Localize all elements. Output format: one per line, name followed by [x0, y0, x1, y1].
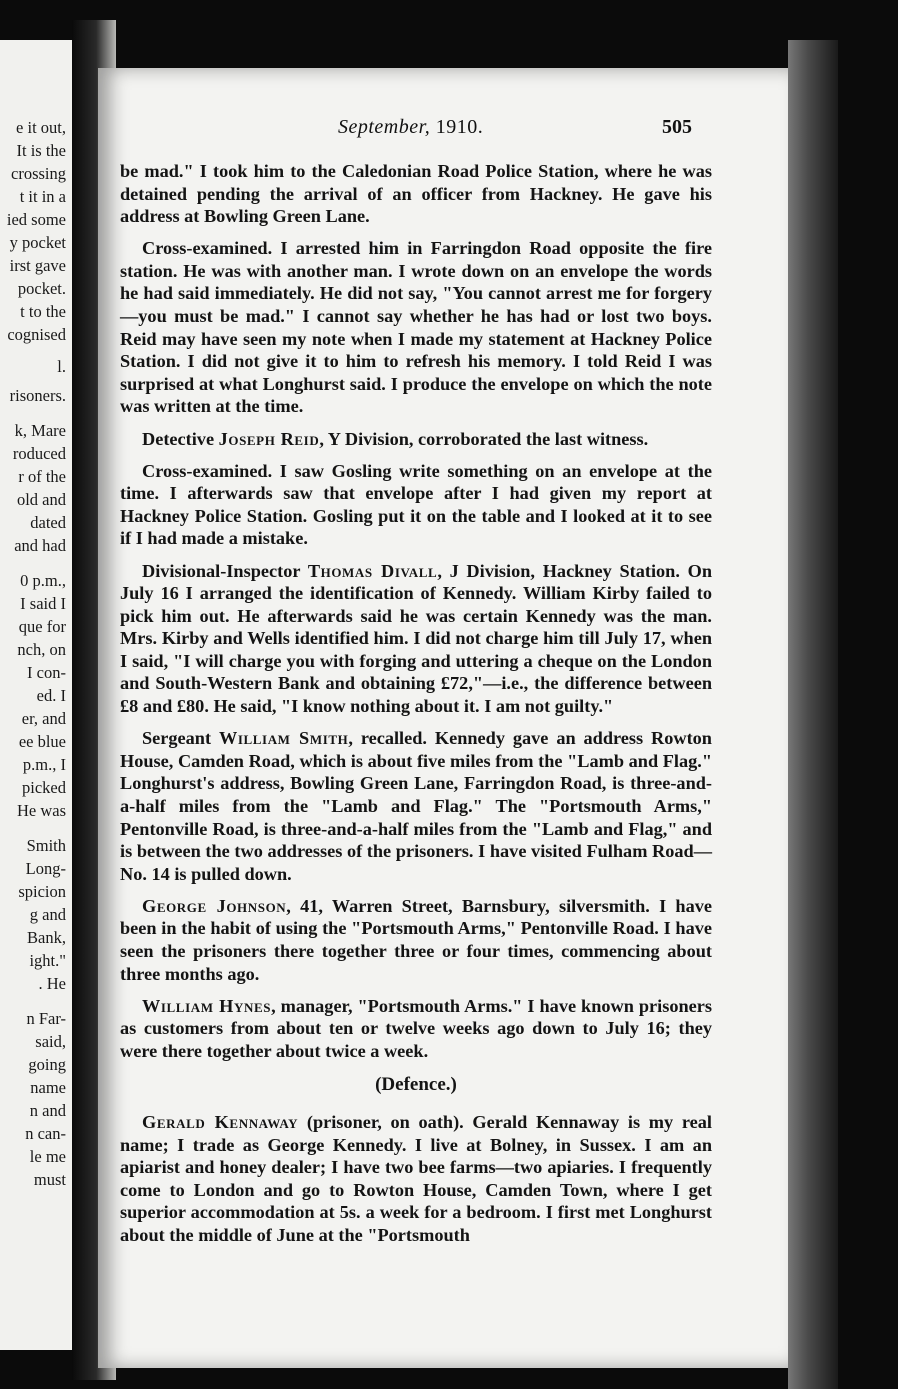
left-margin-fragment: le me	[29, 1147, 66, 1166]
witness-name: Gerald Kennaway	[142, 1112, 299, 1133]
left-margin-fragment: roduced	[12, 444, 66, 463]
witness-name: Joseph Reid	[218, 428, 320, 449]
left-margin-fragment: t to the	[20, 302, 66, 321]
left-margin-fragment: ight."	[29, 951, 66, 970]
left-margin-fragment: spicion	[18, 882, 66, 901]
running-head	[140, 116, 700, 142]
paragraph: George Johnson, 41, Warren Street, Barnsbury, silversmith. I have been in the habit of using the "Portsmouth Arms," Pentonville Road. I have seen the prisoners there together three or four times, commencing about three months ago.	[120, 895, 712, 984]
left-margin-fragment: going	[28, 1055, 66, 1074]
left-margin-fragment: n and	[29, 1101, 66, 1120]
left-margin-fragment: dated	[30, 513, 66, 532]
left-margin-fragment: cognised	[7, 325, 66, 344]
left-margin-fragment: He was	[16, 801, 66, 820]
paragraph: Divisional-Inspector Thomas Divall, J Division, Hackney Station. On July 16 I arranged the identification of Kennedy. William Kirby failed to pick him out. He afterwards said he was certain Kennedy was the man. Mrs. Kirby and Wells identified him. I did not charge him till July 17, when I said, "I will charge you with forging and uttering a cheque on the London and South-Western Bank and obtaining £72,"—i.e., the difference between £8 and £80. He said, "I know nothing about it. I am not guilty."	[120, 560, 712, 717]
left-margin-fragment: . He	[38, 974, 66, 993]
body-text	[120, 160, 712, 1256]
left-page-fragment	[0, 40, 74, 1350]
paragraph: be mad." I took him to the Caledonian Road Police Station, where he was detained pending the arrival of an officer from Hackney. He gave his address at Bowling Green Lane.	[120, 161, 712, 227]
left-margin-fragment: old and	[16, 490, 66, 509]
page-number: 505	[662, 116, 692, 138]
paragraph: Cross-examined. I arrested him in Farringdon Road opposite the fire station. He was with another man. I wrote down on an envelope the words he had said immediately. He did not say, "You cannot arrest me for forgery—you must be mad." I cannot say whether he has had or lost two boys. Reid may have seen my note when I made my statement at Hackney Police Station. I did not give it to him to refresh his memory. I told Reid I was surprised at what Longhurst said. I produce the envelope on which the note was written at the time.	[120, 238, 712, 417]
left-margin-fragment: r of the	[18, 467, 66, 486]
paragraph: Gerald Kennaway (prisoner, on oath). Gerald Kennaway is my real name; I trade as George Kennedy. I live at Bolney, in Sussex. I am an apiarist and honey dealer; I have two bee farms—two apiaries. I frequently come to London and go to Rowton House, Camden Town, where I get superior accommodation at 5s. a week for a bedroom. I first met Longhurst about the middle of June at the "Portsmouth	[120, 1112, 712, 1246]
left-margin-fragment: g and	[29, 905, 66, 924]
left-margin-fragment: pocket.	[17, 279, 66, 298]
paragraph: Detective Joseph Reid, Y Division, corroborated the last witness.	[142, 428, 649, 449]
witness-name: George Johnson	[142, 895, 287, 916]
left-margin-fragment: I con-	[27, 663, 66, 682]
left-margin-fragment: must	[33, 1170, 66, 1189]
witness-name: Thomas Divall	[307, 560, 438, 581]
left-margin-fragment: risoners.	[9, 386, 66, 405]
left-margin-fragment: e it out,	[16, 118, 66, 137]
witness-name: William Smith	[218, 728, 349, 749]
left-margin-fragment: t it in a	[19, 187, 66, 206]
left-margin-fragment: irst gave	[9, 256, 66, 275]
left-margin-fragment: p.m., I	[22, 755, 66, 774]
left-margin-fragment: said,	[35, 1032, 66, 1051]
left-margin-fragment: k, Mare	[14, 421, 66, 440]
left-margin-fragment: que for	[18, 617, 66, 636]
left-margin-fragment: ee blue	[18, 732, 66, 751]
witness-name: William Hynes	[142, 995, 272, 1016]
paragraph: Sergeant William Smith, recalled. Kennedy gave an address Rowton House, Camden Road, which is about five miles from the "Lamb and Flag." Longhurst's address, Bowling Green Lane, Farringdon Road, is three-and-a-half miles from the "Lamb and Flag." The "Portsmouth Arms," Pentonville Road, is three-and-a-half miles from the "Lamb and Flag," and is between the two addresses of the prisoners. I have visited Fulham Road—No. 14 is pulled down.	[120, 728, 712, 884]
left-margin-fragment: It is the	[16, 141, 66, 160]
left-margin-fragment: and had	[14, 536, 66, 555]
left-margin-fragment: name	[30, 1078, 66, 1097]
left-margin-fragment: ed. I	[36, 686, 66, 705]
paragraph: William Hynes, manager, "Portsmouth Arms." I have known prisoners as customers from about ten or twelve weeks ago down to July 16; they were there together about twice a week.	[120, 995, 712, 1061]
left-margin-fragment: Smith	[26, 836, 66, 855]
left-margin-fragment: y pocket	[9, 233, 66, 252]
paragraph: Cross-examined. I saw Gosling write something on an envelope at the time. I afterwards saw that envelope after I had given my report at Hackney Police Station. Gosling put it on the table and I looked at it to see if I had made a mistake.	[120, 460, 712, 549]
left-margin-fragment: ied some	[6, 210, 66, 229]
left-margin-fragment: Long-	[25, 859, 66, 878]
left-margin-fragment: I said I	[20, 594, 66, 613]
left-margin-fragment: l.	[57, 357, 66, 376]
running-head-title: September, 1910.	[338, 116, 484, 138]
section-heading: (Defence.)	[375, 1074, 457, 1096]
left-margin-fragment: n Far-	[26, 1009, 66, 1028]
left-margin-fragment: 0 p.m.,	[20, 571, 66, 590]
left-margin-fragment: Bank,	[27, 928, 66, 947]
left-margin-fragment: nch, on	[17, 640, 66, 659]
left-margin-fragment: crossing	[11, 164, 66, 183]
page-edge	[788, 40, 838, 1389]
left-margin-fragment: picked	[22, 778, 66, 797]
left-margin-fragment: n can-	[25, 1124, 66, 1143]
left-margin-fragment: er, and	[21, 709, 66, 728]
